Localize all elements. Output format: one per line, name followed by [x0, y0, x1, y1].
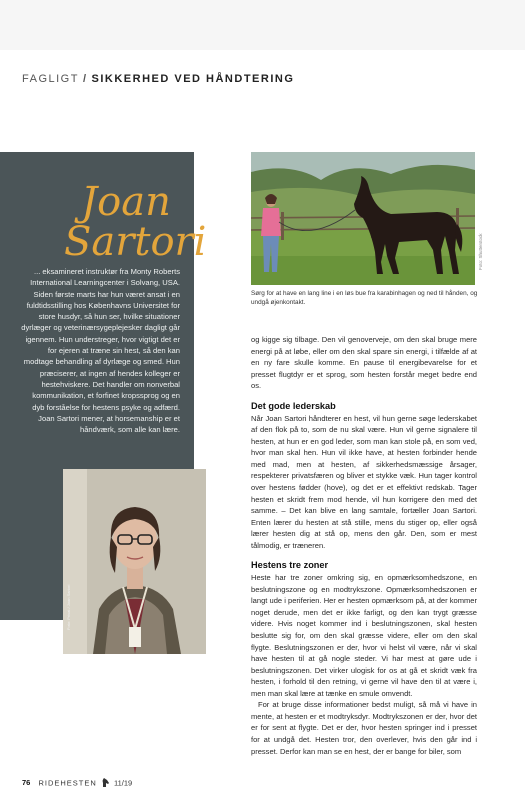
profile-intro: ... eksamineret instruktør fra Monty Roberts International Learningcenter i Solvang, USA. Siden første marts har hun været ansat i en fuldtidsstilling hos Københavns Universitet for store husdyr, så hun ser, hvilke situationer dyrlæger og veterinærsygeplejesker dagligt går igennem. Hun understreger, hvor vigtigt det er for ejeren at træne sin hest, så den kan modtage behandling af dyrlæge og smed. Hun præciserer, at ingen af hendes kolleger er hestehviskere. Det handler om nonverbal kommunikation, et forfinet kropssprog og en dyb forståelse for hestens psyke og adfærd. Joan Sartori mener, at horsemanship er et håndværk, som alle kan lære. [21, 267, 180, 435]
article-paragraph: Når Joan Sartori håndterer en hest, vil hun gerne søge lederskabet af den flok på to, som de nu skal være. Hun vil gerne signalere til hesten, at hun er en god leder, som man kan stole på, en som ved, hvor man skal hen. Hun vil ikke have, at hesten forbinder hende med mad, men at hesten, af sikkerhedsmæssige årsager, respekterer privatsfæren og bliver et stykke væk. Hun tager kontrol over hestens fødder (hove), og det er et effektivt redskab. Tager hesten et skridt frem mod hende, vil hun korrigere den med det samme. – Det kan blive en lang samtale, fortæller Joan Sartori. Enten lærer du hesten at stå stille, mens du stiger op, eller også lærer hesten dig at stå op, mens den går. Den, som er mest tålmodig, er træneren. [251, 413, 477, 550]
article-paragraph: For at bruge disse informationer bedst muligt, så må vi have in mente, at hesten er et modtryksdyr. Modtrykszonen er der, hvor det er for sent at flygte. Det er der, hvor hesten springer ind i presset for at undgå det. Hesten tror, den overlever, hvis den går ind i presset. Derfor kan man se en hest, der er bange for biler, som [251, 700, 477, 756]
page-footer [22, 778, 132, 789]
article-paragraph: Heste har tre zoner omkring sig, en opmærksomhedszone, en beslutningszone og en modtrykszone. Opmærksomhedszonen er langt ude i periferien. Her er hesten opmærksom på, at der kommer noget derude, men det er ikke farligt, og den kan trygt græsse videre. Hvis noget kommer ind i beslutningszonen, skal hesten beslutte sig for, om den skal græsse videre, eller om den skal flygte. Beslutningszonen er der, hvor vi helst vil være, når vi skal have hesten til at gå nogle steder. Vi har mest at gøre ude i beslutningszonen. Det virker ulogisk for os at gå et skridt væk fra hesten, i forhold til den retning, vi gerne vil have den til at være i, men man skal lære at tænke en smule omvendt. [251, 573, 477, 698]
page-number: 76 [22, 778, 31, 788]
article-photo [251, 152, 475, 285]
top-band [0, 0, 525, 50]
article-paragraph: og kigge sig tilbage. Den vil genoverveje, om den skal bruge mere energi på at løbe, eller om den skal spare sin energi, i tilfælde af at en ny fare skulle komme. En pause til energibevarelse for et presset flugtdyr er et sprog, som hesten forstår meget bedre end os. [251, 335, 477, 391]
section-separator: / [82, 73, 88, 85]
profile-last-name: Sartori [64, 219, 207, 265]
article-body [251, 334, 477, 757]
article-subheading: Det gode lederskab [251, 400, 336, 411]
portrait-credit: Foto: Privat / Joan Sartori [66, 584, 71, 630]
section-header [22, 73, 294, 85]
horse-head-icon [102, 778, 109, 789]
section-title: SIKKERHED VED HÅNDTERING [91, 73, 295, 85]
profile-name [64, 179, 207, 265]
issue-number: 11/19 [113, 778, 133, 788]
magazine-name: RIDEHESTEN [38, 778, 97, 788]
horse-photo-illustration [251, 152, 475, 285]
portrait-illustration [63, 469, 206, 654]
profile-first-name: Joan [81, 179, 171, 225]
portrait-photo [63, 469, 206, 654]
section-category: FAGLIGT [22, 73, 79, 85]
photo-caption: Sørg for at have en lang line i en løs bue fra karabinhagen og ned til hånden, og undgå øjenkontakt. [251, 290, 478, 307]
photo-credit: Foto: Shutterstock [478, 233, 483, 270]
article-subheading: Hestens tre zoner [251, 560, 329, 571]
